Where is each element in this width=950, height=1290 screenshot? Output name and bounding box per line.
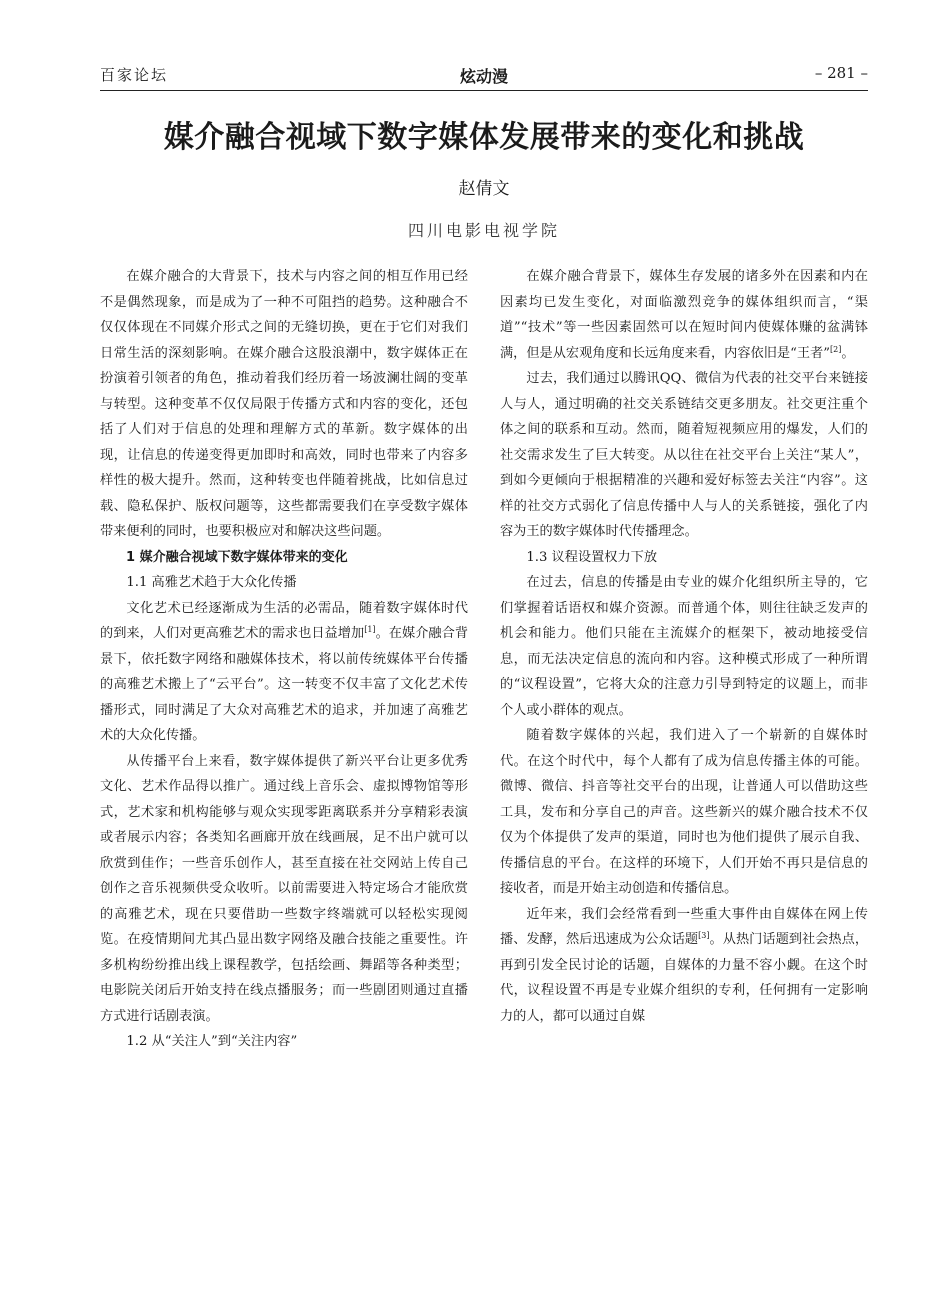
paragraph-text: 。 [841, 345, 855, 361]
body-paragraph: 在过去，信息的传播是由专业的媒介化组织所主导的，它们掌握着话语权和媒介资源。而普通个体，则往往缺乏发声的机会和能力。他们只能在主流媒介的框架下，被动地接受信息，而无法决定信息的流向和内容。这种模式形成了一种所谓的“议程设置”，它将大众的注意力引导到特定的议题上，而非个人或小群体的观点。 [500, 575, 868, 718]
journal-name: 炫动漫 [459, 67, 508, 86]
paper-title: 媒介融合视域下数字媒体发展带来的变化和挑战 [163, 120, 805, 155]
citation-ref[interactable]: [3] [698, 931, 710, 940]
subsection-heading-1-2: 1.2 从“关注人”到“关注内容” [126, 1034, 298, 1049]
running-head [100, 62, 868, 91]
body-paragraph: 过去，我们通过以腾讯QQ、微信为代表的社交平台来链接人与人，通过明确的社交关系链结交更多朋友。社交更注重个体之间的联系和互动。然而，随着短视频应用的爆发，人们的社交需求发生了巨大转变。从以往在社交平台上关注“某人”，到如今更倾向于根据精准的兴趣和爱好标签去关注“内容”。这样的社交方式弱化了信息传播中人与人的关系链接，强化了内容为王的数字媒体时代传播理念。 [500, 371, 868, 539]
left-column [100, 264, 468, 1055]
subsection-heading-1-1: 1.1 高雅艺术趋于大众化传播 [126, 575, 297, 590]
citation-ref[interactable]: [1] [364, 625, 376, 634]
author-affiliation: 四川电影电视学院 [407, 221, 560, 240]
paragraph-text: 。从热门话题到社会热点，再到引发全民讨论的话题，自媒体的力量不容小觑。在这个时代，议程设置不再是专业媒介组织的专利，任何拥有一定影响力的人，都可以通过自媒 [500, 932, 869, 1024]
body-paragraph: 从传播平台上来看，数字媒体提供了新兴平台让更多优秀文化、艺术作品得以推广。通过线上音乐会、虚拟博物馆等形式，艺术家和机构能够与观众实现零距离联系并分享精彩表演或者展示内容；各类知名画廊开放在线画展，足不出户就可以欣赏到佳作；一些音乐创作人，甚至直接在社交网站上传自己创作之音乐视频供受众收听。以前需要进入特定场合才能欣赏的高雅艺术，现在只要借助一些数字终端就可以轻松实现阅览。在疫情期间尤其凸显出数字网络及融合技能之重要性。许多机构纷纷推出线上课程教学，包括绘画、舞蹈等各种类型；电影院关闭后开始支持在线点播服务；而一些剧团则通过直播方式进行话剧表演。 [100, 753, 468, 1024]
citation-ref[interactable]: [2] [829, 344, 842, 354]
author-name: 赵倩文 [458, 179, 510, 199]
section-heading-1: 1 媒介融合视域下数字媒体带来的变化 [126, 549, 348, 565]
paragraph-text: 文化艺术已经逐渐成为生活的必需品，随着数字媒体时代的到来，人们对更高雅艺术的需求也日益增加 [100, 600, 468, 641]
section-name: 百家论坛 [100, 66, 169, 84]
right-column [500, 264, 868, 1029]
body-paragraph: 随着数字媒体的兴起，我们进入了一个崭新的自媒体时代。在这个时代中，每个人都有了成为信息传播主体的可能。微博、微信、抖音等社交平台的出现，让普通人可以借助这些工具，发布和分享自己的声音。这些新兴的媒介融合技术不仅仅为个体提供了发声的渠道，同时也为他们提供了展示自我、传播信息的平台。在这样的环境下，人们开始不再只是信息的接收者，而是开始主动创造和传播信息。 [500, 728, 868, 896]
paragraph-text: 近年来，我们会经常看到一些重大事件由自媒体在网上传播、发酵，然后迅速成为公众话题 [500, 906, 868, 947]
page-number: – 281 – [814, 64, 868, 82]
subsection-heading-1-3: 1.3 议程设置权力下放 [526, 549, 658, 565]
paragraph-text: 。在媒介融合背景下，依托数字网络和融媒体技术，将以前传统媒体平台传播的高雅艺术搬上了“云平台”。这一转变不仅丰富了文化艺术传播形式，同时满足了大众对高雅艺术的追求，并加速了高雅艺术的大众化传播。 [100, 626, 469, 743]
body-paragraph [500, 902, 868, 1030]
body-paragraph [100, 596, 468, 749]
body-paragraph [500, 264, 868, 366]
paragraph-text: 在媒介融合背景下，媒体生存发展的诸多外在因素和内在因素均已发生变化，对面临激烈竞争的媒体组织而言，“渠道”“技术”等一些因素固然可以在短时间内使媒体赚的盆满钵满，但是从宏观角度和长远角度来看，内容依旧是“王者” [500, 269, 868, 361]
intro-paragraph: 在媒介融合的大背景下，技术与内容之间的相互作用已经不是偶然现象，而是成为了一种不可阻挡的趋势。这种融合不仅仅体现在不同媒介形式之间的无缝切换，更在于它们对我们日常生活的深刻影响。在媒介融合这股浪潮中，数字媒体正在扮演着引领者的角色，推动着我们经历着一场波澜壮阔的变革与转型。这种变革不仅仅局限于传播方式和内容的变化，还包括了人们对于信息的处理和理解方式的革新。数字媒体的出现，让信息的传递变得更加即时和高效，同时也带来了内容多样性的极大提升。然而，这种转变也伴随着挑战，比如信息过载、隐私保护、版权问题等，这些都需要我们在享受数字媒体带来便利的同时，也要积极应对和解决这些问题。 [100, 269, 468, 539]
